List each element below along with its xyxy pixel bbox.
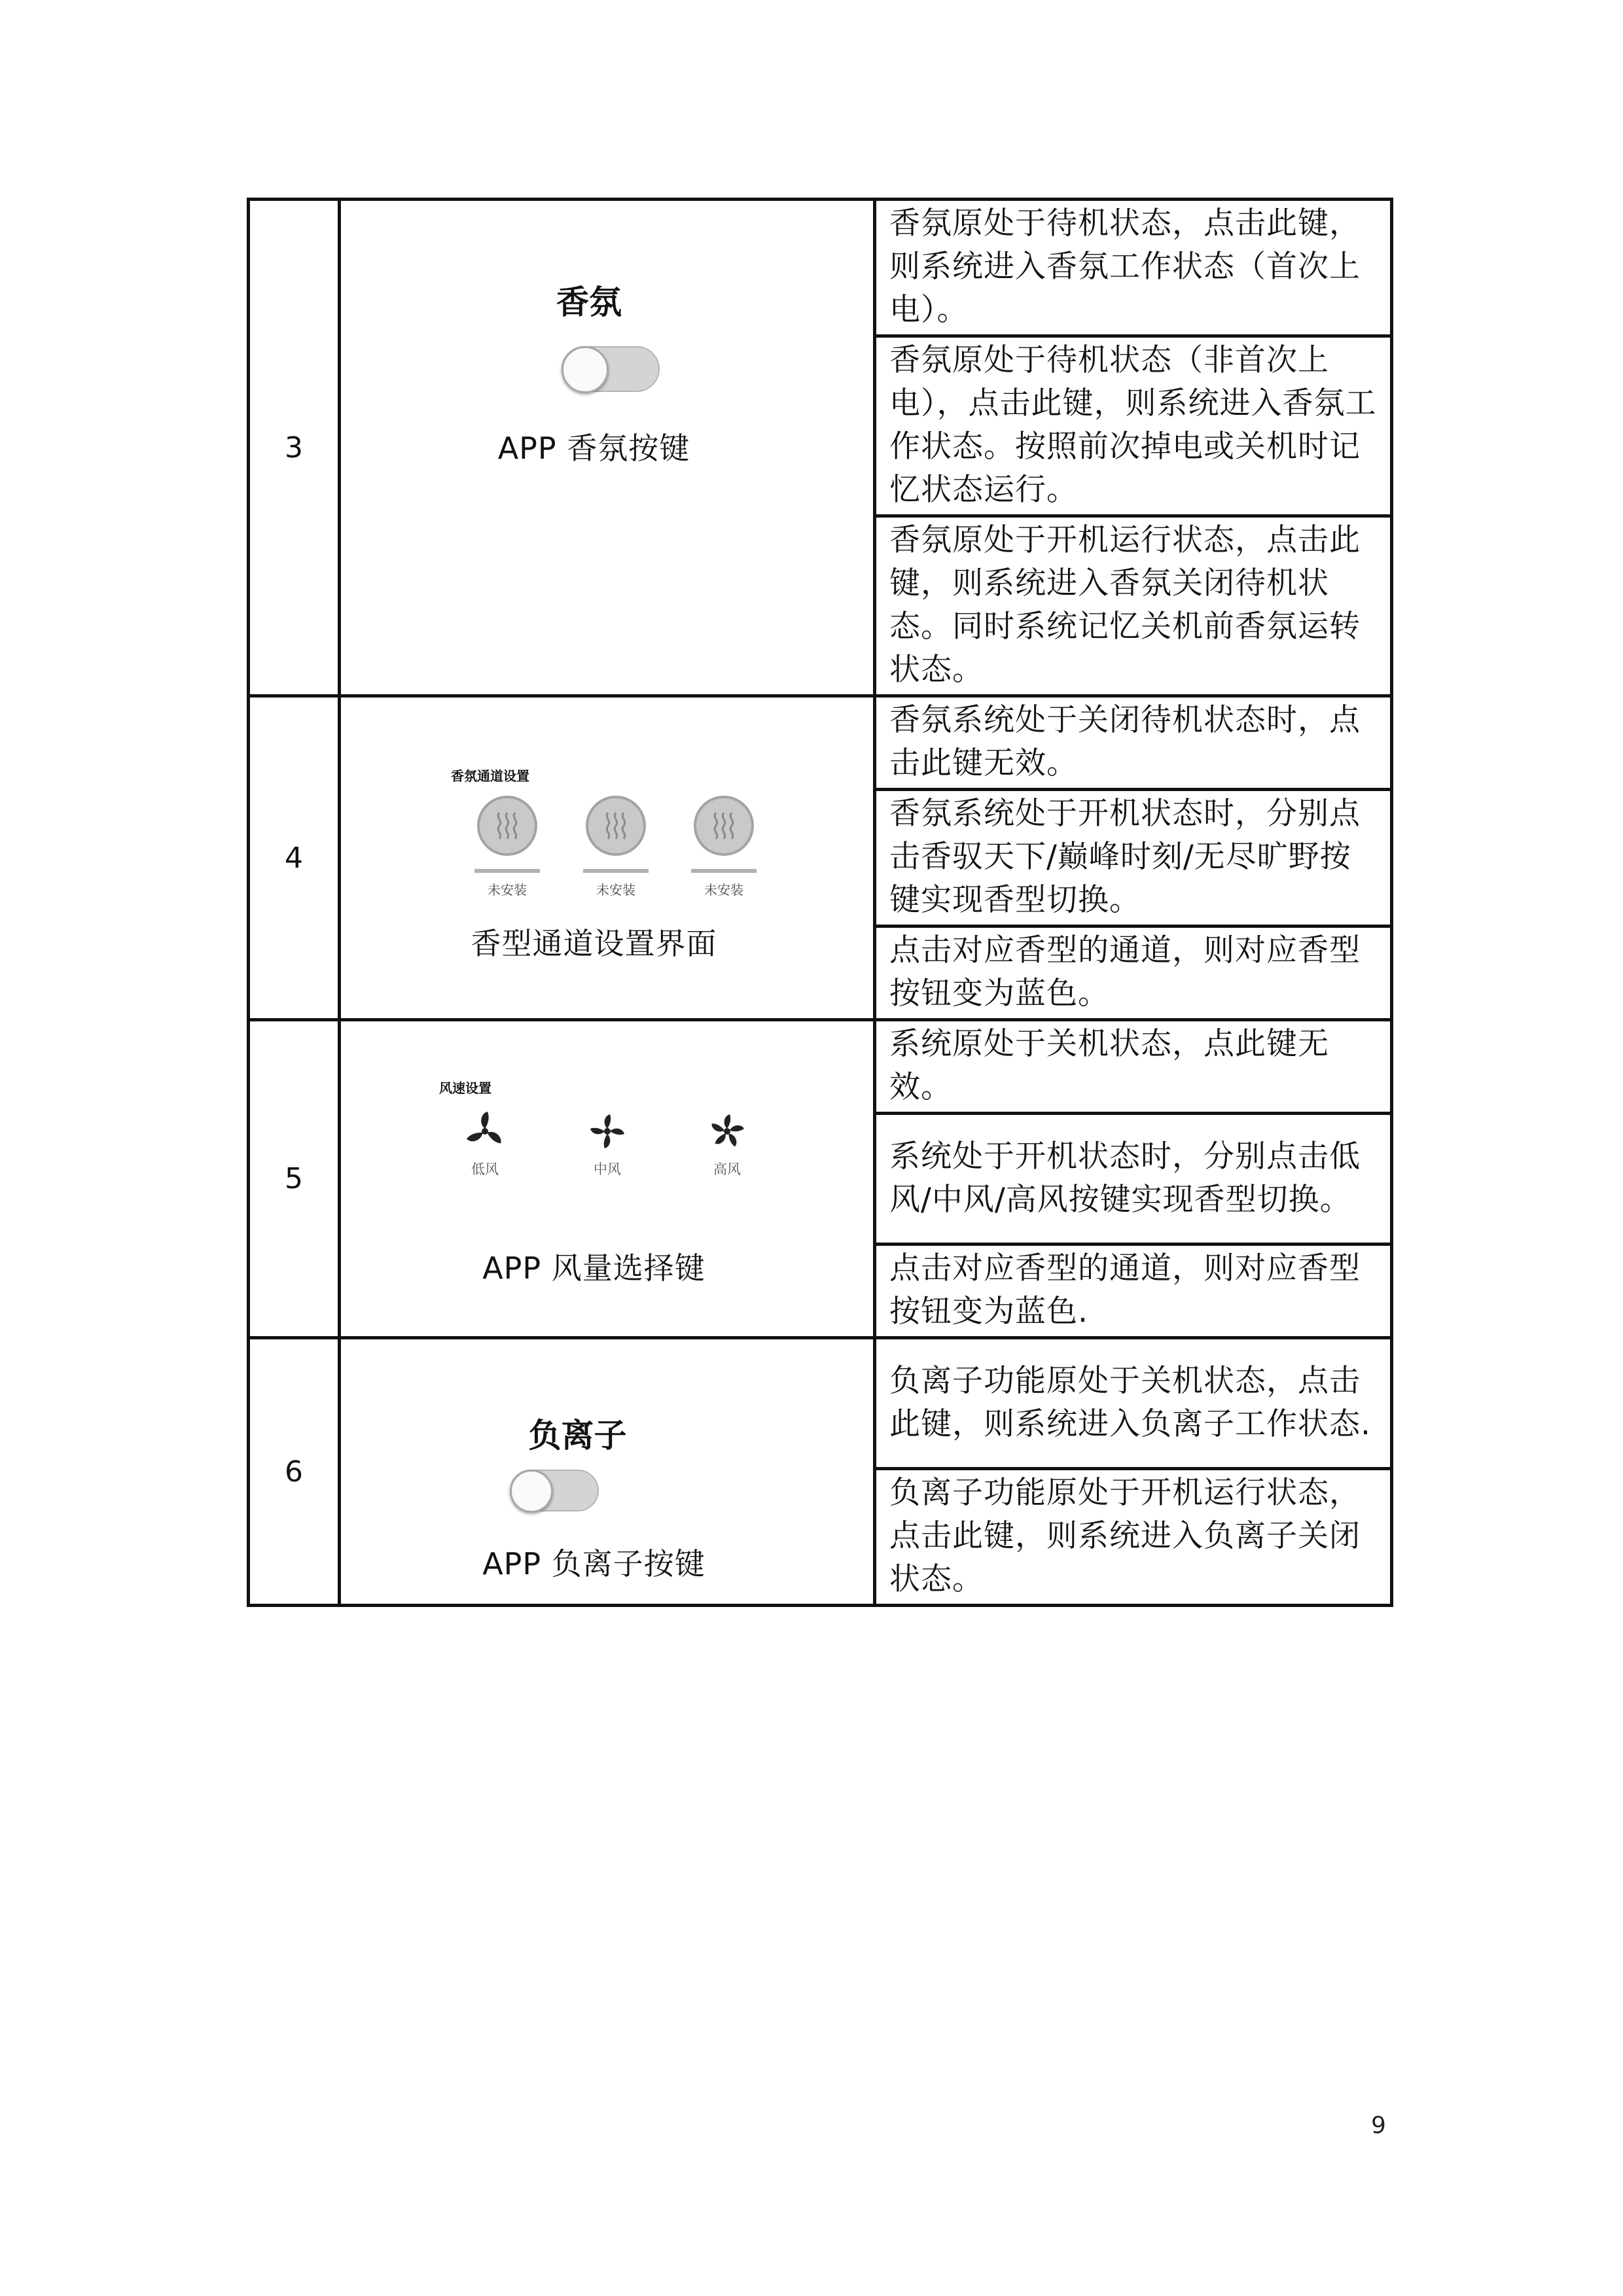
fan-icon bbox=[586, 1110, 628, 1152]
description: 系统原处于关机状态，点此键无效。 bbox=[875, 1020, 1392, 1114]
fan-label: 高风 bbox=[713, 1161, 741, 1177]
aroma-wave-icon bbox=[694, 796, 754, 856]
channel-indicator bbox=[583, 869, 649, 873]
description: 点击对应香型的通道，则对应香型按钮变为蓝色. bbox=[875, 1245, 1392, 1338]
description: 香氛原处于待机状态（非首次上电），点击此键，则系统进入香氛工作状态。按照前次掉电或关机时记忆状态运行。 bbox=[875, 336, 1392, 516]
ui-cell bbox=[340, 696, 875, 1020]
channel-settings-preview bbox=[341, 704, 873, 1012]
toggle-title: 负离子 bbox=[528, 1417, 627, 1455]
channel-indicator bbox=[691, 869, 757, 873]
fan-speed-preview bbox=[341, 1025, 873, 1333]
fan-label: 低风 bbox=[471, 1161, 499, 1177]
table-row bbox=[249, 200, 1392, 336]
toggle-title: 香氛 bbox=[556, 283, 622, 321]
description: 香氛系统处于开机状态时，分别点击香驭天下/巅峰时刻/无尽旷野按键实现香型切换。 bbox=[875, 790, 1392, 927]
description: 系统处于开机状态时，分别点击低风/中风/高风按键实现香型切换。 bbox=[875, 1114, 1392, 1245]
ui-cell bbox=[340, 1338, 875, 1606]
fan-icon bbox=[464, 1110, 506, 1152]
description: 点击对应香型的通道，则对应香型按钮变为蓝色。 bbox=[875, 927, 1392, 1020]
switch-knob bbox=[562, 346, 609, 393]
ion-switch[interactable] bbox=[510, 1470, 599, 1511]
channel-indicator bbox=[474, 869, 540, 873]
channel-button-2[interactable] bbox=[580, 796, 652, 898]
page-number: 9 bbox=[1371, 2112, 1386, 2139]
fan-label: 中风 bbox=[594, 1161, 621, 1177]
ui-caption: APP 香氛按键 bbox=[497, 431, 690, 466]
fan-high-button[interactable] bbox=[694, 1110, 760, 1178]
channel-button-1[interactable] bbox=[471, 796, 543, 898]
ui-caption: 香型通道设置界面 bbox=[471, 926, 717, 961]
row-number: 5 bbox=[249, 1020, 340, 1338]
table-row bbox=[249, 696, 1392, 790]
ion-toggle-preview bbox=[341, 1341, 873, 1602]
ui-cell bbox=[340, 1020, 875, 1338]
fan-speed-title: 风速设置 bbox=[439, 1080, 491, 1096]
fragrance-switch[interactable] bbox=[562, 346, 660, 392]
switch-knob bbox=[510, 1470, 553, 1513]
channel-button-3[interactable] bbox=[688, 796, 760, 898]
channel-status: 未安装 bbox=[704, 882, 743, 898]
row-number: 4 bbox=[249, 696, 340, 1020]
fan-icon bbox=[706, 1110, 748, 1152]
row-number: 3 bbox=[249, 200, 340, 696]
row-number: 6 bbox=[249, 1338, 340, 1606]
fan-medium-button[interactable] bbox=[575, 1110, 640, 1178]
description: 香氛系统处于关闭待机状态时，点击此键无效。 bbox=[875, 696, 1392, 790]
table-row bbox=[249, 1020, 1392, 1114]
table-row bbox=[249, 1338, 1392, 1469]
channel-status: 未安装 bbox=[596, 882, 635, 898]
description: 负离子功能原处于关机状态，点击此键，则系统进入负离子工作状态. bbox=[875, 1338, 1392, 1469]
channel-status: 未安装 bbox=[488, 882, 527, 898]
aroma-wave-icon bbox=[477, 796, 537, 856]
fragrance-toggle-preview bbox=[341, 212, 873, 683]
aroma-wave-icon bbox=[586, 796, 646, 856]
ui-cell bbox=[340, 200, 875, 696]
ui-caption: APP 负离子按键 bbox=[482, 1546, 705, 1581]
fan-low-button[interactable] bbox=[452, 1110, 518, 1178]
ui-caption: APP 风量选择键 bbox=[482, 1250, 705, 1286]
description: 香氛原处于开机运行状态，点击此键，则系统进入香氛关闭待机状态。同时系统记忆关机前香氛运转状态。 bbox=[875, 516, 1392, 696]
channel-settings-title: 香氛通道设置 bbox=[451, 768, 529, 784]
feature-table bbox=[247, 198, 1393, 1607]
description: 香氛原处于待机状态，点击此键，则系统进入香氛工作状态（首次上电）。 bbox=[875, 200, 1392, 336]
description: 负离子功能原处于开机运行状态，点击此键，则系统进入负离子关闭状态。 bbox=[875, 1469, 1392, 1606]
